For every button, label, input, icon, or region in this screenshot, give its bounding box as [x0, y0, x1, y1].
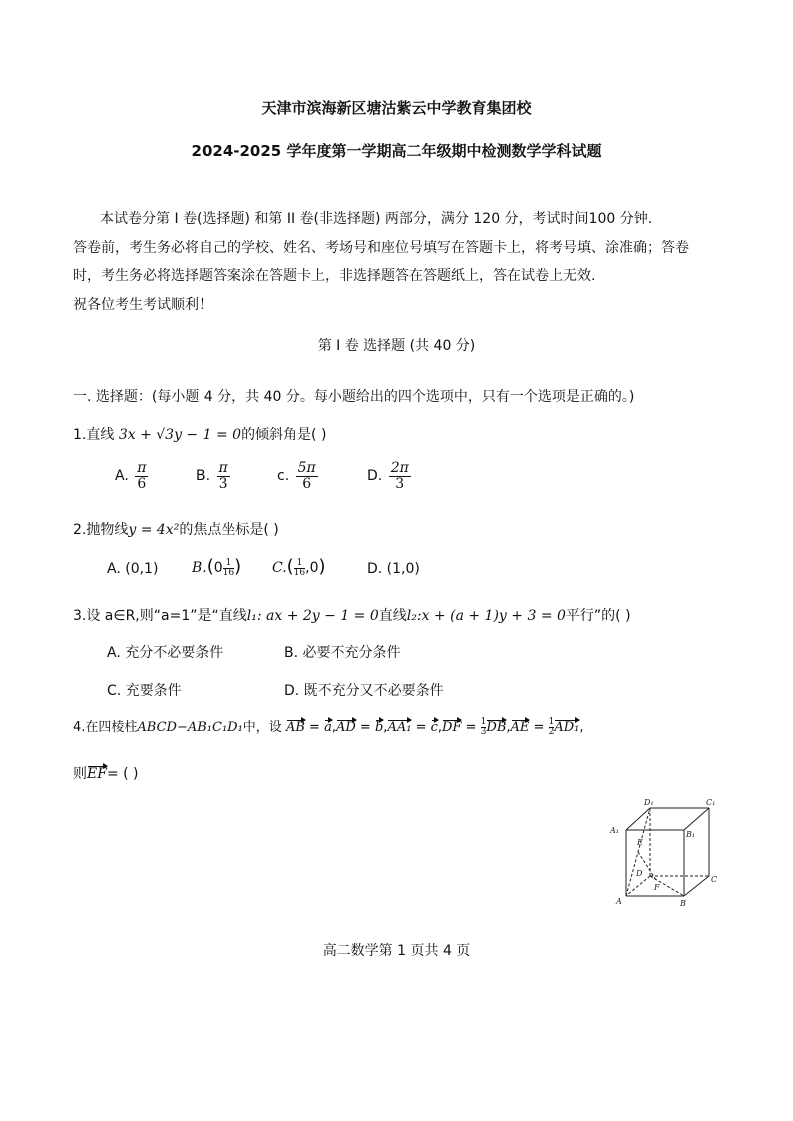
- q1-option-a[interactable]: [115, 461, 150, 491]
- q4-ask: = ( ): [106, 766, 139, 782]
- instruction-line-4: 祝各位考生考试顺利！: [73, 297, 213, 313]
- q1-prefix: 1.直线: [73, 427, 119, 443]
- vec-a: a: [324, 720, 332, 735]
- page-footer: 高二数学第 1 页共 4 页: [322, 943, 471, 959]
- option-label: A.: [115, 468, 129, 485]
- section-title: 第 I 卷 选择题 (共 40 分): [317, 338, 476, 354]
- denominator: 6: [137, 475, 147, 492]
- denominator: 16: [222, 567, 235, 578]
- q2-option-d[interactable]: D. (1,0): [367, 561, 420, 577]
- denominator: 3: [218, 475, 228, 492]
- option-label: c.: [277, 468, 290, 485]
- q3-option-b[interactable]: B. 必要不充分条件: [284, 645, 401, 661]
- q4-then: 则: [73, 766, 87, 782]
- edge: [684, 876, 709, 896]
- denominator: 3: [480, 727, 487, 737]
- prism-figure: [604, 796, 734, 908]
- instruction-line-3: 时，考生务必将选择题答案涂在答题卡上，非选择题答在答题纸上，答在试卷上无效.: [73, 268, 596, 284]
- vec-c: c: [430, 720, 438, 735]
- q2-option-b[interactable]: B.(0 $\frac{1}{16}$ ): [192, 556, 242, 578]
- q3-text-a: 3.设 a∈R,则“a=1”是“直线: [73, 608, 247, 624]
- vec-ab: AB: [285, 720, 305, 735]
- q3-option-a[interactable]: A. 充分不必要条件: [107, 645, 224, 661]
- question-4: 4.在四棱柱ABCD−AB₁C₁D₁中，设 AB = a,AD = b,AA₁ = c,DF = $\frac{1}{3}$ DB,AE = $\frac{1}{2}$ AD₁,: [73, 717, 584, 737]
- q2-equation: y = 4x²: [128, 522, 180, 538]
- vec-b: b: [374, 720, 384, 735]
- numerator: 5π: [297, 460, 316, 476]
- q4-text-a: 4.在四棱柱: [73, 720, 138, 735]
- label-c1: C₁: [706, 798, 716, 807]
- vec-aa1: AA₁: [387, 720, 412, 735]
- label-d1: D₁: [644, 798, 654, 807]
- denominator: 16: [293, 567, 306, 578]
- label-a1: A₁: [610, 826, 619, 835]
- q3-line-1: l₁: ax + 2y − 1 = 0: [246, 608, 379, 624]
- q2-suffix: 的焦点坐标是( ): [179, 522, 279, 538]
- numerator: 1: [548, 717, 555, 727]
- vec-df: DF: [442, 720, 462, 735]
- school-name: 天津市滨海新区塘沽紫云中学教育集团校: [261, 99, 532, 117]
- q4-prism: ABCD−AB₁C₁D₁: [137, 720, 243, 735]
- q2-prefix: 2.抛物线: [73, 522, 129, 538]
- numerator: 1: [480, 717, 487, 727]
- part-one-heading: 一. 选择题：(每小题 4 分，共 40 分。每小题给出的四个选项中，只有一个选项是正确的。): [73, 389, 635, 405]
- exam-title: 2024-2025 学年度第一学期高二年级期中检测数学学科试题: [191, 142, 602, 160]
- option-label: B.: [192, 560, 207, 576]
- question-1: [73, 424, 326, 444]
- numerator: π: [137, 460, 147, 476]
- option-label: C.: [272, 560, 287, 576]
- q1-option-b[interactable]: [196, 461, 232, 491]
- denominator: 6: [302, 475, 312, 492]
- denominator: 2: [548, 727, 555, 737]
- vec-ef: EF: [87, 766, 107, 782]
- q3-option-c[interactable]: C. 充要条件: [107, 683, 182, 699]
- option-label: B.: [196, 468, 211, 485]
- numerator: π: [218, 460, 228, 476]
- vec-db: DB: [486, 720, 507, 735]
- q2-option-a[interactable]: A. (0,1): [107, 561, 159, 577]
- numerator: 1: [223, 559, 234, 569]
- question-4-ask: [73, 763, 139, 783]
- instruction-line-1: 本试卷分第 I 卷(选择题) 和第 II 卷(非选择题) 两部分，满分 120 分，考试时间100 分钟.: [100, 211, 653, 227]
- hidden-edge: [626, 876, 650, 896]
- q3-text-c: 平行”的( ): [565, 608, 631, 624]
- edge: [626, 808, 650, 830]
- numerator: 1: [294, 559, 305, 569]
- q1-option-c[interactable]: [277, 461, 320, 491]
- option-label: D.: [367, 468, 383, 485]
- label-b1: B₁: [686, 830, 696, 839]
- diagonal-ad1: [626, 808, 650, 896]
- label-e: E: [637, 838, 643, 847]
- label-d: D: [636, 869, 643, 878]
- q2-option-c[interactable]: C.( $\frac{1}{16}$ ,0): [272, 556, 326, 578]
- q3-text-b: 直线: [378, 608, 407, 624]
- denominator: 3: [395, 475, 405, 492]
- label-f: F: [654, 883, 660, 892]
- q1-suffix: 的倾斜角是( ): [241, 427, 327, 443]
- question-2: [73, 519, 279, 539]
- vec-ae: AE: [510, 720, 530, 735]
- q4-text-b: 中，设: [242, 720, 282, 735]
- label-a: A: [616, 897, 622, 906]
- numerator: 2π: [390, 460, 409, 476]
- label-c: C: [711, 875, 718, 884]
- q1-option-d[interactable]: [367, 461, 413, 491]
- q1-equation: 3x + √3y − 1 = 0: [118, 427, 242, 443]
- edge: [684, 808, 709, 830]
- q3-option-d[interactable]: D. 既不充分又不必要条件: [284, 683, 444, 699]
- question-3: [73, 605, 631, 625]
- vec-ad: AD: [335, 720, 356, 735]
- label-b: B: [680, 899, 686, 908]
- vec-ad1: AD₁: [554, 720, 580, 735]
- q3-line-2: l₂:x + (a + 1)y + 3 = 0: [406, 608, 566, 624]
- instruction-line-2: 答卷前，考生务必将自己的学校、姓名、考场号和座位号填写在答题卡上，将考号填、涂准确；答卷: [73, 240, 689, 256]
